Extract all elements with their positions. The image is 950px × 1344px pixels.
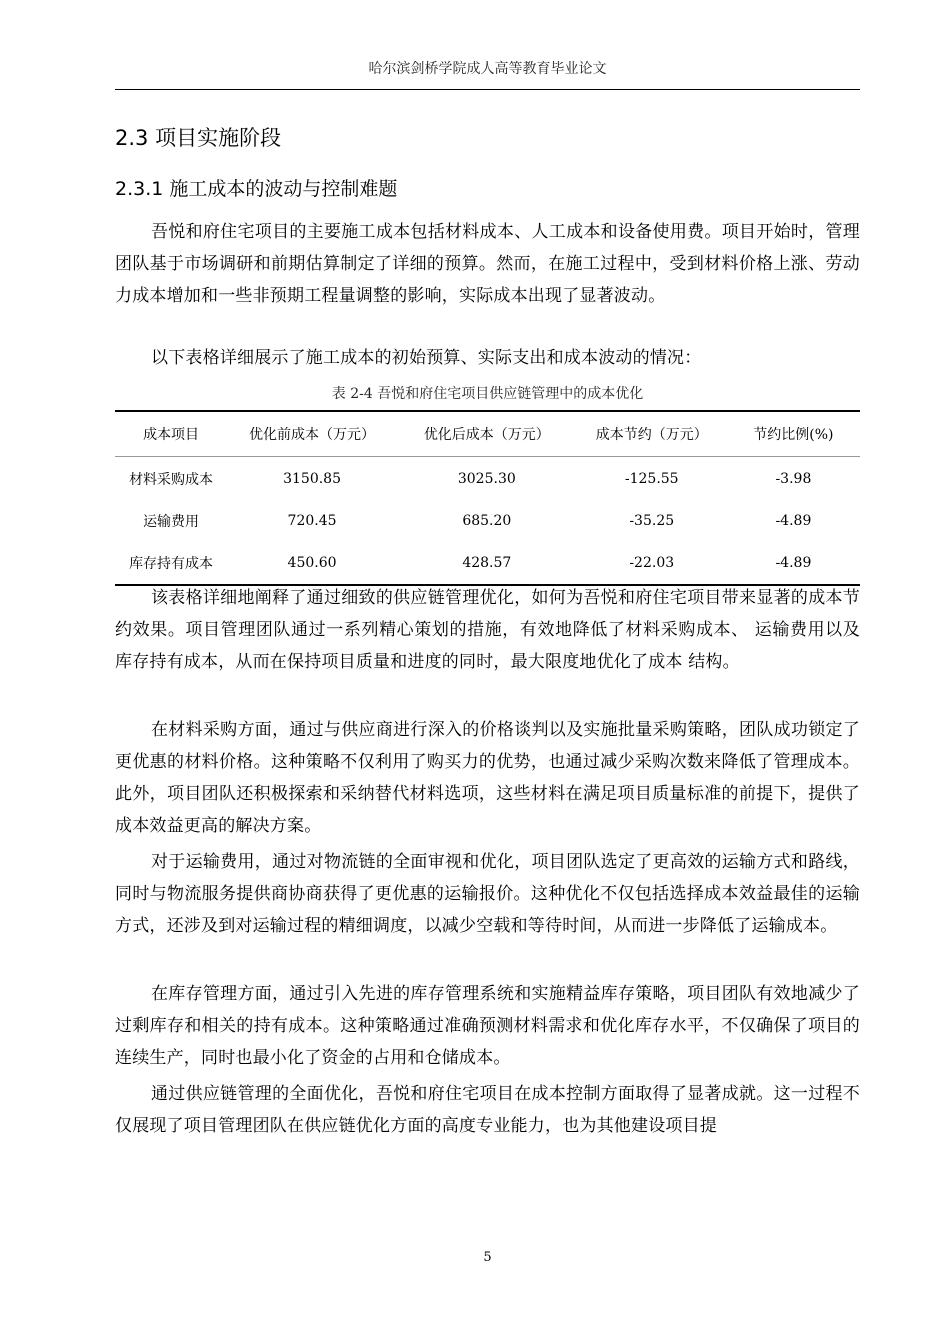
header-rule [115, 89, 860, 90]
cost-optimization-table [115, 410, 860, 586]
table-caption: 表 2-4 吾悦和府住宅项目供应链管理中的成本优化 [331, 386, 644, 402]
table-header-row [115, 411, 860, 457]
table-cell: -3.98 [775, 471, 812, 487]
paragraph-inventory-management: 在库存管理方面，通过引入先进的库存管理系统和实施精益库存策略，项目团队有效地减少了过剩库存和相关的持有成本。这种策略通过准确预测材料需求和优化库存水平，不仅确保了项目的连续生产，同时也最小化了资金的占用和仓储成本。 [115, 984, 860, 1068]
column-header: 优化后成本（万元） [397, 411, 577, 457]
table-cell: 3150.85 [283, 471, 341, 487]
table-cell: 库存持有成本 [115, 542, 227, 585]
column-header: 成本节约（万元） [577, 411, 727, 457]
paragraph-table-lead: 以下表格详细展示了施工成本的初始预算、实际支出和成本波动的情况： [151, 348, 702, 368]
column-header: 优化前成本（万元） [227, 411, 397, 457]
table-cell: -35.25 [629, 513, 675, 529]
section-heading: 2.3 项目实施阶段 [115, 126, 282, 150]
column-header: 成本项目 [115, 411, 227, 457]
table-cell: -4.89 [775, 513, 812, 529]
table-cell: -125.55 [624, 471, 679, 487]
table-row [115, 542, 860, 585]
column-header: 节约比例(%) [727, 411, 860, 457]
table-cell: 450.60 [227, 542, 397, 585]
paragraph-conclusion: 通过供应链管理的全面优化，吾悦和府住宅项目在成本控制方面取得了显著成就。这一过程不仅展现了项目管理团队在供应链优化方面的高度专业能力，也为其他建设项目提 [115, 1084, 860, 1136]
paragraph-table-explanation: 该表格详细地阐释了通过细致的供应链管理优化，如何为吾悦和府住宅项目带来显著的成本节约效果。项目管理团队通过一系列精心策划的措施，有效地降低了材料采购成本、 运输费用以及库存持有成本，从而在保持项目质量和进度的同时，最大限度地优化了成本 结构。 [115, 588, 860, 672]
table-cell: 材料采购成本 [129, 472, 214, 488]
paragraph-transport-costs: 对于运输费用，通过对物流链的全面审视和优化，项目团队选定了更高效的运输方式和路线，同时与物流服务提供商协商获得了更优惠的运输报价。这种优化不仅包括选择成本效益最佳的运输方式，还涉及到对运输过程的精细调度，以减少空载和等待时间，从而进一步降低了运输成本。 [115, 852, 860, 936]
table-cell: -22.03 [577, 542, 727, 585]
table-cell: 428.57 [397, 542, 577, 585]
paragraph-intro: 吾悦和府住宅项目的主要施工成本包括材料成本、人工成本和设备使用费。项目开始时，管理团队基于市场调研和前期估算制定了详细的预算。然而，在施工过程中，受到材料价格上涨、劳动力成本增加和一些非预期工程量调整的影响，实际成本出现了显著波动。 [115, 222, 860, 306]
table-cell: 685.20 [462, 513, 512, 529]
table-cell: 3025.30 [457, 471, 516, 487]
running-header: 哈尔滨剑桥学院成人高等教育毕业论文 [368, 61, 607, 77]
table-row [115, 500, 860, 542]
table-cell: -4.89 [727, 542, 860, 585]
table-row [115, 457, 860, 501]
page-number: 5 [483, 1250, 492, 1265]
table-cell: 720.45 [287, 513, 337, 529]
subsection-heading: 2.3.1 施工成本的波动与控制难题 [115, 178, 398, 200]
paragraph-material-procurement: 在材料采购方面，通过与供应商进行深入的价格谈判以及实施批量采购策略，团队成功锁定了更优惠的材料价格。这种策略不仅利用了购买力的优势，也通过减少采购次数来降低了管理成本。此外，项目团队还积极探索和采纳替代材料选项，这些材料在满足项目质量标准的前提下，提供了成本效益更高的解决方案。 [115, 720, 860, 836]
table-cell: 运输费用 [143, 514, 200, 530]
